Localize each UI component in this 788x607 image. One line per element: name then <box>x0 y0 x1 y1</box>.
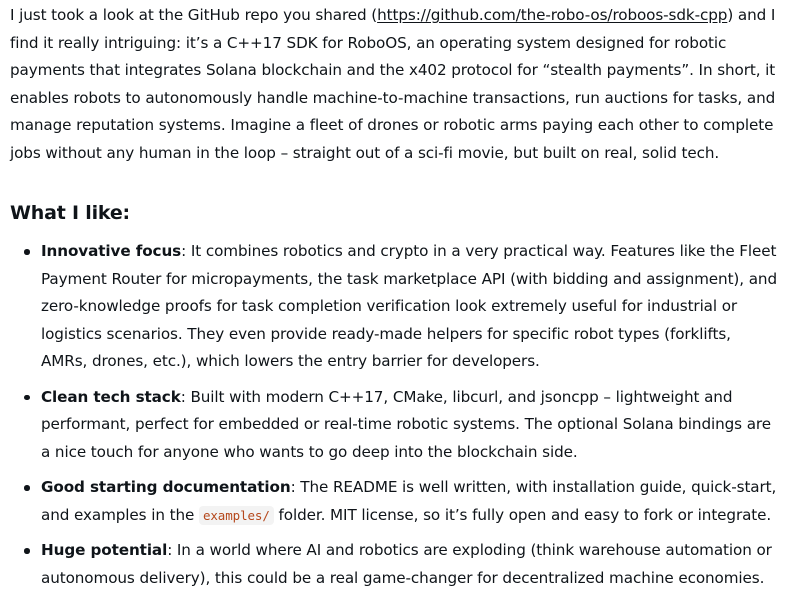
list-item-body: : In a world where AI and robotics are exploding (think warehouse automation or autonomous delivery), this could be a real game-changer for decentralized machine economies. <box>41 541 772 587</box>
inline-code: examples/ <box>199 506 274 525</box>
list-item-title: Innovative focus <box>41 242 182 260</box>
list-item <box>41 384 778 467</box>
list-item-body: : It combines robotics and crypto in a very practical way. Features like the Fleet Payment Router for micropayments, the task marketplace API (with bidding and assignment), and zero-knowledge proofs for task completion verification look extremely useful for industrial or logistics scenarios. They even provide ready-made helpers for specific robot types (forklifts, AMRs, drones, etc.), which lowers the entry barrier for developers. <box>41 242 777 370</box>
list-item-body: : Built with modern C++17, CMake, libcurl, and jsoncpp – lightweight and performant, perfect for embedded or real-time robotic systems. The optional Solana bindings are a nice touch for anyone who wants to go deep into the blockchain side. <box>41 387 771 461</box>
bullet-icon <box>24 485 30 491</box>
intro-paragraph <box>10 2 778 167</box>
bullet-icon <box>24 249 30 255</box>
list-item-body-end: folder. MIT license, so it’s fully open and easy to fork or integrate. <box>273 505 772 524</box>
intro-text-after-link: ) and I find it really intriguing: it’s a C++17 SDK for RoboOS, an operating system designed for robotic payments that integrates Solana blockchain and the x402 protocol for “stealth payments”. In short, it enables robots to autonomously handle machine-to-machine transactions, run auctions for tasks, and manage reputation systems. Imagine a fleet of drones or robotic arms paying each other to complete jobs without any human in the loop – straight out of a sci-fi movie, but built on real, solid tech. <box>10 6 776 162</box>
list-item <box>41 537 778 592</box>
feature-list <box>10 238 778 592</box>
repo-link[interactable]: https://github.com/the-robo-os/roboos-sdk-cpp <box>377 6 728 24</box>
bullet-icon <box>24 548 30 554</box>
intro-text-before-link: I just took a look at the GitHub repo you shared ( <box>10 6 378 24</box>
list-item <box>41 238 778 376</box>
list-item <box>41 474 778 529</box>
list-item-title: Clean tech stack <box>41 387 181 406</box>
list-item-title: Huge potential <box>41 541 168 559</box>
bullet-icon <box>24 395 30 401</box>
section-heading: What I like: <box>10 202 130 224</box>
list-item-body: : The README is well written, with installation guide, quick-start, and examples in the <box>41 478 777 524</box>
list-item-title: Good starting documentation <box>41 478 291 496</box>
